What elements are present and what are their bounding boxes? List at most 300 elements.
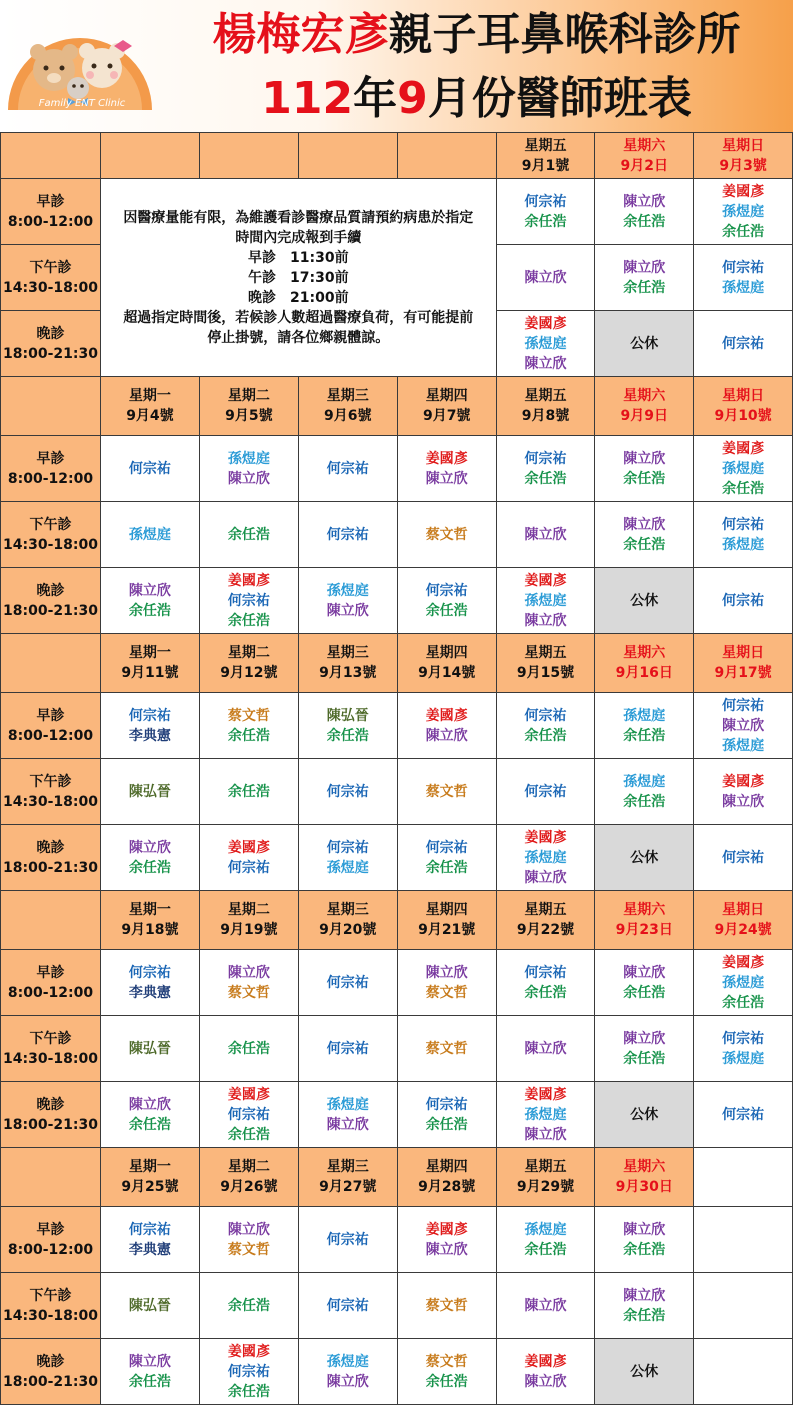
doctor-name: 余任浩: [722, 223, 765, 240]
schedule-cell: [694, 693, 793, 759]
weekday-label: 星期一: [128, 645, 171, 661]
doctor-name: 陳立欣: [623, 1030, 666, 1047]
schedule-cell: [694, 950, 793, 1016]
doctor-name: 蔡文哲: [425, 1297, 468, 1314]
doctor-name: 陳立欣: [326, 1373, 369, 1390]
shift-time: 14:30-18:00: [3, 793, 98, 810]
date-label: 9月29號: [516, 1179, 575, 1195]
doctor-name: 姜國彥: [722, 773, 765, 790]
schedule-cell: [199, 693, 298, 759]
doctor-name: 孫煜庭: [326, 582, 369, 599]
schedule-cell: [199, 436, 298, 502]
schedule-cell: [496, 1082, 595, 1148]
doctor-name: 何宗祐: [326, 783, 369, 800]
shift-time: 18:00-21:30: [3, 1116, 98, 1133]
schedule-cell: [298, 502, 397, 568]
doctor-name: 余任浩: [623, 984, 666, 1001]
doctor-name: 何宗祐: [128, 460, 171, 477]
doctor-name: 陳立欣: [128, 582, 171, 599]
schedule-cell: [100, 1082, 199, 1148]
notice-line: 停止掛號，請各位鄉親體諒。: [207, 329, 390, 346]
doctor-name: 何宗祐: [722, 335, 765, 352]
shift-row: [1, 693, 793, 759]
schedule-cell: [199, 759, 298, 825]
weekday-label: 星期六: [623, 1159, 666, 1175]
doctor-name: 孫煜庭: [524, 849, 567, 866]
doctor-name: 何宗祐: [227, 592, 270, 609]
schedule-cell: [496, 1207, 595, 1273]
schedule-cell: [496, 502, 595, 568]
schedule-cell: [100, 1339, 199, 1405]
date-label: 9月8號: [521, 408, 570, 424]
clinic-title: 楊梅宏彥親子耳鼻喉科診所: [212, 9, 741, 60]
schedule-cell: [496, 1273, 595, 1339]
doctor-name: 陳立欣: [128, 839, 171, 856]
schedule-cell: [496, 1339, 595, 1405]
weekday-label: 星期三: [326, 1159, 369, 1175]
schedule-cell: [496, 825, 595, 891]
schedule-cell: [298, 568, 397, 634]
schedule-cell: [496, 436, 595, 502]
doctor-name: 余任浩: [227, 1383, 270, 1400]
doctor-name: 姜國彥: [722, 183, 765, 200]
weekday-label: 星期六: [623, 137, 666, 154]
shift-name: 晚診: [36, 1096, 65, 1113]
doctor-name: 蔡文哲: [425, 783, 468, 800]
schedule-cell: [595, 1207, 694, 1273]
schedule-cell: [694, 568, 793, 634]
schedule-cell: [595, 1016, 694, 1082]
doctor-name: 孫煜庭: [722, 974, 765, 991]
shift-name: 晚診: [36, 1353, 65, 1370]
doctor-name: 姜國彥: [227, 572, 270, 589]
doctor-name: 余任浩: [227, 1297, 270, 1314]
date-label: 9月23日: [615, 922, 673, 938]
doctor-name: 陳立欣: [524, 1040, 567, 1057]
doctor-name: 孫煜庭: [722, 536, 765, 553]
schedule-cell: [595, 693, 694, 759]
day-header-cell: [298, 1148, 397, 1207]
day-header-cell: [694, 891, 793, 950]
doctor-name: 余任浩: [623, 213, 666, 230]
schedule-cell: [595, 759, 694, 825]
date-label: 9月2日: [620, 157, 669, 174]
date-label: 9月12號: [220, 665, 278, 681]
day-header-cell: [298, 634, 397, 693]
date-label: 9月1號: [521, 157, 570, 174]
schedule-cell: [397, 436, 496, 502]
schedule-cell: [100, 1273, 199, 1339]
doctor-name: 陳立欣: [623, 193, 666, 210]
day-header-cell: [100, 891, 199, 950]
doctor-name: 余任浩: [623, 727, 666, 744]
schedule-cell: [100, 759, 199, 825]
schedule-cell: [595, 179, 694, 245]
schedule-cell: [298, 1273, 397, 1339]
doctor-name: 陳立欣: [425, 964, 468, 981]
shift-time: 8:00-12:00: [7, 213, 94, 230]
shift-row: [1, 502, 793, 568]
weekday-label: 星期五: [524, 137, 567, 154]
day-header-row: [1, 634, 793, 693]
weekday-label: 星期三: [326, 645, 369, 661]
shift-label-cell: [1, 436, 101, 502]
day-header-row: [1, 133, 793, 179]
doctor-name: 余任浩: [623, 470, 666, 487]
doctor-name: 孫煜庭: [623, 773, 666, 790]
weekday-label: 星期三: [326, 388, 369, 404]
header-corner-cell: [1, 634, 101, 693]
doctor-name: 陳立欣: [524, 869, 567, 886]
schedule-cell: [100, 436, 199, 502]
date-label: 9月13號: [319, 665, 377, 681]
doctor-name: 陳立欣: [227, 1221, 270, 1238]
shift-time: 8:00-12:00: [7, 727, 94, 744]
doctor-name: 姜國彥: [524, 315, 567, 332]
doctor-name: 余任浩: [128, 602, 171, 619]
doctor-name: 何宗祐: [722, 849, 765, 866]
shift-time: 14:30-18:00: [3, 279, 98, 296]
schedule-cell: [199, 1207, 298, 1273]
schedule-cell: [298, 759, 397, 825]
doctor-name: 陳立欣: [722, 793, 765, 810]
day-header-cell: [496, 891, 595, 950]
schedule-cell: [595, 436, 694, 502]
doctor-name: 李典憲: [128, 727, 171, 744]
doctor-name: 孫煜庭: [524, 335, 567, 352]
header-corner-cell: [1, 1148, 101, 1207]
shift-time: 14:30-18:00: [3, 536, 98, 553]
shift-row: [1, 759, 793, 825]
day-header-cell: [100, 133, 199, 179]
doctor-name: 陳立欣: [623, 259, 666, 276]
shift-name: 早診: [36, 1221, 65, 1238]
doctor-name: 余任浩: [524, 470, 567, 487]
day-header-cell: [595, 377, 694, 436]
schedule-cell: [100, 568, 199, 634]
shift-name: 晚診: [36, 839, 65, 856]
shift-row: [1, 1207, 793, 1273]
day-header-row: [1, 891, 793, 950]
doctor-name: 陳立欣: [722, 717, 765, 734]
weekday-label: 星期二: [227, 1159, 270, 1175]
doctor-name: 余任浩: [128, 1373, 171, 1390]
header-corner-cell: [1, 891, 101, 950]
shift-name: 早診: [36, 707, 65, 724]
schedule-cell: [199, 568, 298, 634]
weekday-label: 星期一: [128, 1159, 171, 1175]
clinic-logo: [4, 8, 156, 120]
doctor-name: 何宗祐: [326, 1297, 369, 1314]
schedule-cell: [694, 311, 793, 377]
shift-label-cell: [1, 759, 101, 825]
day-header-cell: [397, 1148, 496, 1207]
doctor-name: 何宗祐: [524, 450, 567, 467]
date-label: 9月26號: [220, 1179, 278, 1195]
schedule-cell: [199, 1082, 298, 1148]
day-header-cell: [298, 133, 397, 179]
doctor-name: 何宗祐: [524, 783, 567, 800]
weekday-label: 星期日: [722, 645, 765, 661]
doctor-name: 何宗祐: [227, 1363, 270, 1380]
doctor-name: 何宗祐: [326, 839, 369, 856]
weekday-label: 星期三: [326, 902, 369, 918]
schedule-cell: [298, 1082, 397, 1148]
doctor-name: 何宗祐: [425, 839, 468, 856]
doctor-name: 孫煜庭: [524, 1221, 567, 1238]
schedule-table: [0, 132, 793, 1405]
doctor-name: 孫煜庭: [722, 737, 765, 754]
doctor-name: 陳弘晉: [326, 707, 369, 724]
weekday-label: 星期四: [425, 645, 468, 661]
doctor-name: 余任浩: [227, 783, 270, 800]
doctor-name: 何宗祐: [524, 964, 567, 981]
doctor-name: 陳立欣: [326, 602, 369, 619]
day-header-row: [1, 1148, 793, 1207]
schedule-cell: [397, 1016, 496, 1082]
day-header-cell: [496, 634, 595, 693]
doctor-name: 何宗祐: [128, 1221, 171, 1238]
notice-line: 早診 11:30前: [248, 249, 349, 266]
closed-cell: 公休: [595, 1339, 694, 1405]
doctor-name: 陳立欣: [524, 526, 567, 543]
day-header-cell: [199, 891, 298, 950]
doctor-name: 陳弘晉: [128, 1040, 171, 1057]
schedule-cell: [199, 1339, 298, 1405]
shift-name: 早診: [36, 450, 65, 467]
schedule-cell: [298, 950, 397, 1016]
notice-line: 午診 17:30前: [248, 269, 349, 286]
day-header-cell: [199, 634, 298, 693]
schedule-cell: [199, 825, 298, 891]
doctor-name: 陳弘晉: [128, 783, 171, 800]
doctor-name: 姜國彥: [722, 954, 765, 971]
closed-cell: 公休: [595, 825, 694, 891]
doctor-name: 孫煜庭: [326, 1353, 369, 1370]
doctor-name: 余任浩: [425, 1373, 468, 1390]
shift-name: 下午診: [29, 1030, 72, 1047]
doctor-name: 孫煜庭: [722, 203, 765, 220]
schedule-cell: [694, 1016, 793, 1082]
shift-name: 晚診: [36, 582, 65, 599]
shift-label-cell: [1, 1339, 101, 1405]
doctor-name: 陳立欣: [227, 470, 270, 487]
date-label: 9月16日: [615, 665, 673, 681]
page-header: [0, 0, 793, 132]
shift-name: 早診: [36, 964, 65, 981]
doctor-name: 姜國彥: [227, 1086, 270, 1103]
schedule-cell: [694, 179, 793, 245]
doctor-name: 何宗祐: [524, 707, 567, 724]
schedule-cell: [100, 825, 199, 891]
doctor-name: 何宗祐: [326, 974, 369, 991]
schedule-cell: [397, 759, 496, 825]
day-header-row: [1, 377, 793, 436]
schedule-cell: [199, 1273, 298, 1339]
notice-line: 時間內完成報到手續: [235, 229, 362, 246]
shift-label-cell: [1, 1016, 101, 1082]
doctor-name: 何宗祐: [524, 193, 567, 210]
doctor-name: 陳立欣: [524, 1373, 567, 1390]
closed-cell: 公休: [595, 568, 694, 634]
doctor-name: 余任浩: [425, 859, 468, 876]
day-header-cell: [595, 1148, 694, 1207]
schedule-cell: [199, 950, 298, 1016]
doctor-name: 陳弘晉: [128, 1297, 171, 1314]
weekday-label: 星期二: [227, 902, 270, 918]
schedule-cell: [595, 1273, 694, 1339]
shift-label-cell: [1, 693, 101, 759]
day-header-cell: [397, 133, 496, 179]
doctor-name: 陳立欣: [227, 964, 270, 981]
shift-time: 8:00-12:00: [7, 470, 94, 487]
doctor-name: 孫煜庭: [326, 859, 369, 876]
doctor-name: 陳立欣: [623, 1287, 666, 1304]
day-header-cell: [100, 634, 199, 693]
day-header-cell: [595, 133, 694, 179]
shift-row: [1, 825, 793, 891]
weekday-label: 星期日: [722, 902, 765, 918]
day-header-cell: [694, 377, 793, 436]
shift-name: 下午診: [29, 773, 72, 790]
doctor-name: 姜國彥: [524, 1086, 567, 1103]
weekday-label: 星期四: [425, 388, 468, 404]
doctor-name: 姜國彥: [425, 707, 468, 724]
doctor-name: 陳立欣: [425, 470, 468, 487]
doctor-name: 何宗祐: [227, 1106, 270, 1123]
weekday-label: 星期四: [425, 902, 468, 918]
doctor-name: 陳立欣: [623, 516, 666, 533]
doctor-name: 陳立欣: [623, 964, 666, 981]
closed-cell: 公休: [595, 311, 694, 377]
schedule-cell: [100, 502, 199, 568]
shift-row: [1, 568, 793, 634]
doctor-name: 余任浩: [524, 1241, 567, 1258]
doctor-name: 姜國彥: [227, 1343, 270, 1360]
date-label: 9月30日: [615, 1179, 673, 1195]
doctor-name: 何宗祐: [722, 1030, 765, 1047]
doctor-name: 孫煜庭: [623, 707, 666, 724]
doctor-name: 余任浩: [128, 1116, 171, 1133]
doctor-name: 余任浩: [524, 984, 567, 1001]
weekday-label: 星期一: [128, 902, 171, 918]
weekday-label: 星期二: [227, 388, 270, 404]
doctor-name: 余任浩: [326, 727, 369, 744]
shift-time: 18:00-21:30: [3, 345, 98, 362]
weekday-label: 星期六: [623, 645, 666, 661]
schedule-title: 112年9月份醫師班表: [261, 73, 692, 124]
doctor-name: 陳立欣: [524, 1297, 567, 1314]
doctor-name: 何宗祐: [227, 859, 270, 876]
date-label: 9月24號: [714, 922, 772, 938]
schedule-cell: [100, 950, 199, 1016]
doctor-name: 何宗祐: [722, 259, 765, 276]
doctor-name: 蔡文哲: [425, 1353, 468, 1370]
doctor-name: 余任浩: [722, 994, 765, 1011]
doctor-name: 孫煜庭: [326, 1096, 369, 1113]
doctor-name: 孫煜庭: [722, 460, 765, 477]
shift-label-cell: [1, 179, 101, 245]
shift-time: 8:00-12:00: [7, 984, 94, 1001]
shift-label-cell: [1, 1273, 101, 1339]
day-header-cell: [397, 377, 496, 436]
schedule-cell: [298, 436, 397, 502]
shift-name: 下午診: [29, 259, 72, 276]
day-header-cell: [298, 891, 397, 950]
doctor-name: 余任浩: [722, 480, 765, 497]
doctor-name: 余任浩: [623, 1050, 666, 1067]
schedule-cell: [694, 825, 793, 891]
doctor-name: 陳立欣: [326, 1116, 369, 1133]
doctor-name: 余任浩: [623, 536, 666, 553]
date-label: 9月28號: [418, 1179, 476, 1195]
shift-time: 14:30-18:00: [3, 1050, 98, 1067]
schedule-cell: [595, 245, 694, 311]
shift-row: [1, 1339, 793, 1405]
doctor-name: 何宗祐: [326, 460, 369, 477]
schedule-cell: [298, 825, 397, 891]
doctor-name: 余任浩: [524, 727, 567, 744]
shift-name: 下午診: [29, 516, 72, 533]
doctor-name: 蔡文哲: [425, 1040, 468, 1057]
doctor-name: 孫煜庭: [227, 450, 270, 467]
schedule-cell: [100, 693, 199, 759]
doctor-name: 何宗祐: [326, 1231, 369, 1248]
doctor-name: 陳立欣: [524, 1126, 567, 1143]
doctor-name: 陳立欣: [524, 612, 567, 629]
date-label: 9月27號: [319, 1179, 377, 1195]
day-header-cell: [694, 634, 793, 693]
schedule-cell: [100, 1016, 199, 1082]
schedule-cell: [397, 825, 496, 891]
schedule-cell: [496, 568, 595, 634]
schedule-cell: [496, 759, 595, 825]
doctor-name: 李典憲: [128, 984, 171, 1001]
doctor-name: 孫煜庭: [524, 1106, 567, 1123]
day-header-cell: [496, 1148, 595, 1207]
doctor-name: 何宗祐: [722, 1106, 765, 1123]
doctor-name: 陳立欣: [623, 1221, 666, 1238]
shift-label-cell: [1, 1082, 101, 1148]
schedule-cell: [694, 1339, 793, 1405]
doctor-name: 蔡文哲: [425, 984, 468, 1001]
doctor-name: 陳立欣: [524, 269, 567, 286]
doctor-name: 何宗祐: [722, 516, 765, 533]
header-corner-cell: [1, 377, 101, 436]
shift-row: [1, 1273, 793, 1339]
day-header-cell: [595, 891, 694, 950]
schedule-cell: [100, 1207, 199, 1273]
schedule-cell: [298, 1016, 397, 1082]
doctor-name: 姜國彥: [425, 1221, 468, 1238]
doctor-name: 姜國彥: [524, 1353, 567, 1370]
date-label: 9月21號: [418, 922, 476, 938]
schedule-cell: [694, 245, 793, 311]
schedule-cell: [496, 950, 595, 1016]
notice-line: 超過指定時間後，若候診人數超過醫療負荷，有可能提前: [123, 309, 474, 326]
schedule-cell: [397, 1207, 496, 1273]
doctor-name: 余任浩: [623, 1241, 666, 1258]
day-header-cell: [694, 133, 793, 179]
day-header-cell: [199, 133, 298, 179]
notice-cell: [100, 179, 496, 377]
doctor-name: 孫煜庭: [128, 526, 171, 543]
doctor-name: 陳立欣: [524, 355, 567, 372]
day-header-cell: [397, 634, 496, 693]
schedule-cell: [694, 759, 793, 825]
doctor-name: 孫煜庭: [524, 592, 567, 609]
doctor-name: 蔡文哲: [227, 984, 270, 1001]
